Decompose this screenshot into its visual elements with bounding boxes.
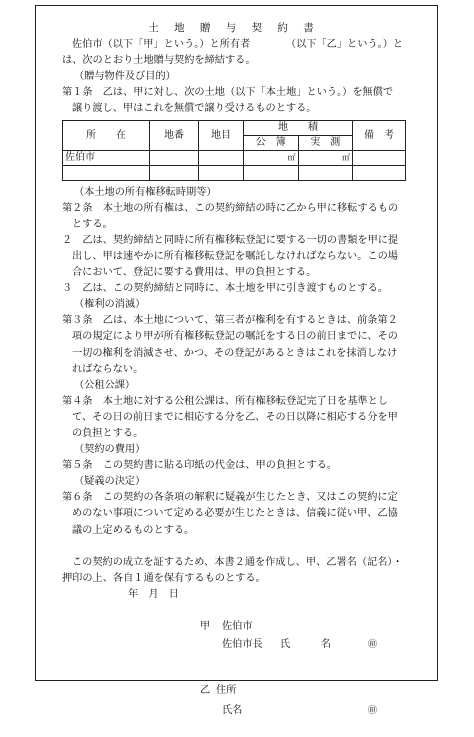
- cell-category: [199, 165, 244, 180]
- article-2-line-5: 合において、登記に要する費用は、甲の負担とする。: [72, 267, 317, 279]
- spacer: [62, 539, 406, 555]
- party-b-label: 乙: [200, 684, 211, 696]
- section-heading-5: （契約の費用）: [74, 444, 146, 456]
- signature-block: [62, 587, 406, 737]
- article-5-line-1: 第５条 この契約書に貼る印紙の代金は、甲の負担とする。: [62, 460, 338, 472]
- party-b-address: 住所: [216, 684, 237, 696]
- col-area-public: 公 簿: [244, 135, 299, 150]
- table-row: [63, 165, 406, 180]
- article-6-line-2: めのない事項について定める必要が生じたときは、信義に従い甲、乙協: [72, 508, 398, 520]
- cell-actual-area: [298, 165, 353, 180]
- col-category: 地目: [199, 120, 244, 150]
- property-table: [62, 120, 406, 181]
- cell-public-area: [244, 165, 299, 180]
- cell-lot: [150, 165, 199, 180]
- party-b-name-label: 氏名: [222, 704, 243, 716]
- intro-line-1: 佐伯市（以下「甲」という。）と所有者 （以下「乙」という。）と: [72, 39, 404, 51]
- article-6-line-3: 議の上定めるものとする。: [72, 524, 195, 536]
- cell-location: 佐伯市: [63, 150, 150, 165]
- article-4-line-3: の負担とする。: [72, 427, 144, 439]
- col-area: 地 積: [244, 120, 353, 135]
- contract-body: [62, 20, 406, 737]
- cell-location: [63, 165, 150, 180]
- date-line: 年 月 日: [128, 588, 179, 600]
- article-2-line-6: ３ 乙は、この契約締結と同時に、本土地を甲に引き渡すものとする。: [62, 283, 388, 295]
- article-4-line-1: 第４条 本土地に対する公租公課は、所有権移転登記完了日を基準とし: [62, 395, 388, 407]
- party-a-address: 佐伯市: [222, 620, 253, 632]
- article-4-line-2: て、その日の前日までに相応する分を乙、その日以降に相応する分を甲: [72, 411, 398, 423]
- cell-public-area: ㎡: [244, 150, 299, 165]
- article-2-line-3: ２ 乙は、契約締結と同時に所有権移転登記に要する一切の書類を甲に提: [62, 234, 399, 246]
- article-2-line-4: 出し、甲は速やかに所有権移転登記を嘱託しなければならない。この場: [72, 250, 398, 262]
- section-heading-2: （本土地の所有権移転時期等）: [74, 186, 217, 198]
- table-row: [63, 150, 406, 165]
- article-3-line-2: 項の規定により甲が所有権移転登記の嘱託をする日の前日までに、その: [72, 331, 398, 343]
- article-1-line-1: 第１条 乙は、甲に対し、次の土地（以下「本土地」という。）を無償で: [62, 87, 394, 99]
- col-lot: 地番: [150, 120, 199, 150]
- cell-category: [199, 150, 244, 165]
- article-2-line-1: 第２条 本土地の所有権は、この契約締結の時に乙から甲に移転するもの: [62, 202, 399, 214]
- section-heading-4: （公租公課）: [74, 379, 136, 391]
- party-a-name-label: 氏 名: [280, 638, 331, 650]
- intro-line-2: は、次のとおり土地贈与契約を締結する。: [62, 55, 256, 67]
- document-title: 土 地 贈 与 契 約 書: [148, 22, 320, 34]
- article-3-line-1: 第３条 乙は、本土地について、第三者が権利を有するときは、前条第２: [62, 315, 398, 327]
- col-location: 所 在: [63, 120, 150, 150]
- party-a-title: 佐伯市長: [222, 638, 263, 650]
- cell-remarks: [353, 165, 406, 180]
- party-b-seal: ㊞: [368, 705, 378, 716]
- cell-actual-area: ㎡: [298, 150, 353, 165]
- article-3-line-4: ればならない。: [72, 363, 144, 375]
- contract-page: [35, 5, 438, 716]
- section-heading-6: （疑義の決定）: [74, 476, 146, 488]
- party-a-label: 甲: [200, 620, 211, 632]
- article-1-line-2: 譲り渡し、甲はこれを無償で譲り受けるものとする。: [72, 103, 317, 115]
- closing-line-2: 押印の上、各自１通を保有するものとする。: [62, 572, 266, 584]
- closing-line-1: この契約の成立を証するため、本書２通を作成し、甲、乙署名（記名）・: [72, 556, 403, 568]
- section-heading-3: （権利の消滅）: [74, 299, 146, 311]
- col-area-actual: 実 測: [298, 135, 353, 150]
- table-header-row: [63, 120, 406, 135]
- cell-remarks: [353, 150, 406, 165]
- col-remarks: 備 考: [353, 120, 406, 150]
- party-a-seal: ㊞: [368, 639, 378, 650]
- article-3-line-3: 一切の権利を消滅させ、かつ、その登記があるときはこれを抹消しなけ: [72, 347, 398, 359]
- cell-lot: [150, 150, 199, 165]
- section-heading-1: （贈与物件及び目的）: [74, 71, 176, 83]
- article-2-line-2: とする。: [72, 218, 113, 230]
- article-6-line-1: 第６条 この契約の各条項の解釈に疑義が生じたとき、又はこの契約に定: [62, 492, 398, 504]
